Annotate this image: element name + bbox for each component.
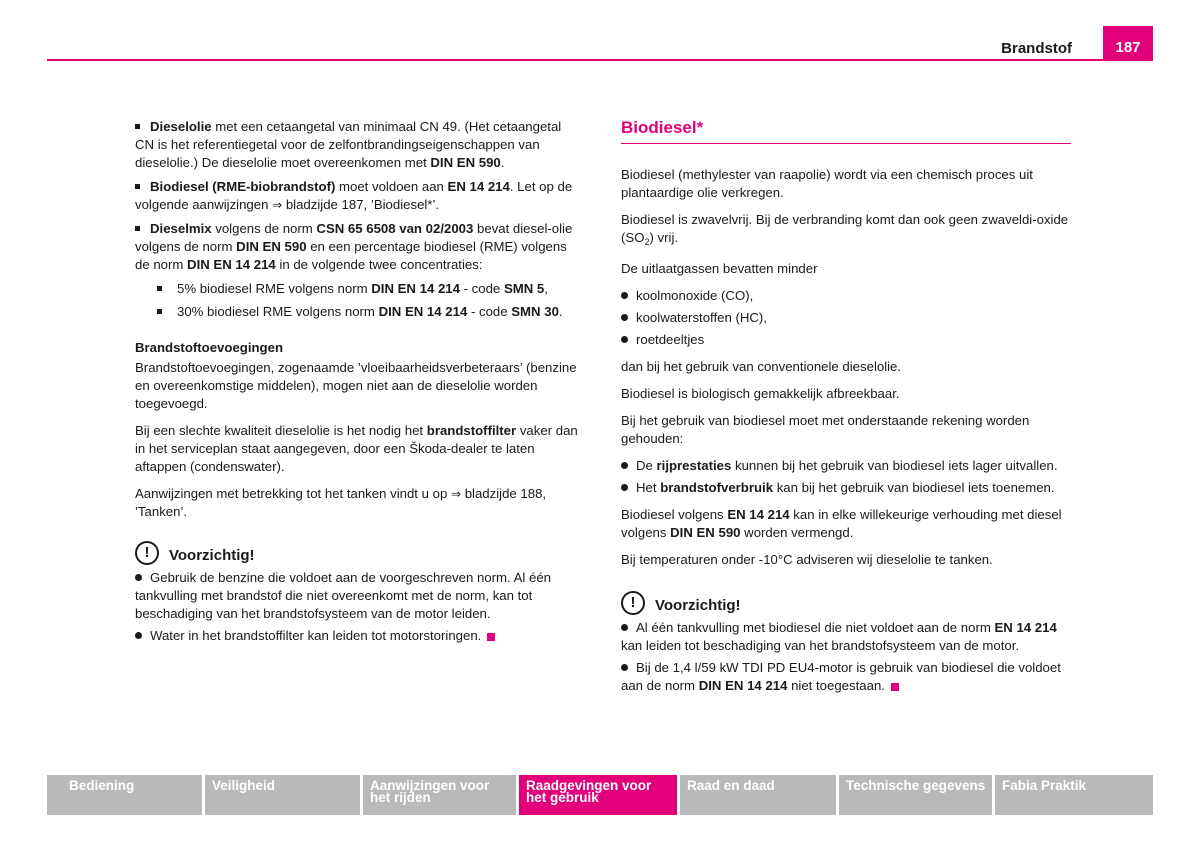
caution-icon: ! (621, 591, 645, 615)
tab-bediening[interactable] (47, 775, 202, 815)
bold-text: DIN EN 14 214 (378, 304, 468, 319)
text: in de volgende twee concentraties: (275, 257, 483, 272)
tab-label: Technische gegevens (846, 778, 986, 793)
right-column (621, 117, 1071, 699)
warning-item (135, 569, 583, 623)
list-item (621, 479, 1071, 497)
tab-label-line2: het rijden (370, 790, 431, 805)
list-item-dieselolie (135, 118, 583, 172)
text: . (558, 304, 563, 319)
footer-nav (47, 775, 1153, 815)
bold-text: rijprestaties (656, 458, 732, 473)
warning-item (621, 659, 1071, 695)
bold-text: SMN 5 (503, 281, 545, 296)
section-title-biodiesel: Biodiesel* (621, 117, 1071, 144)
text: met een cetaangetal van minimaal CN 49. (Het cetaangetal CN is het referentiegetal voor de zelfontbrandingseigenschappen van dieselolie.) De dieselolie moet overeenkomen met (135, 119, 562, 170)
text: kan leiden tot beschadiging van het brandstofsysteem van de motor. (621, 638, 1020, 653)
round-bullet-icon (621, 314, 628, 321)
tab-label: Raad en daad (687, 778, 775, 793)
paragraph: Bij temperaturen onder -10°C adviseren wij dieselolie te tanken. (621, 552, 993, 567)
bold-text: Biodiesel (RME-biobrandstof) (150, 179, 336, 194)
text: kan bij het gebruik van biodiesel iets toenemen. (773, 480, 1055, 495)
text: niet toegestaan. (787, 678, 885, 693)
text: Water in het brandstoffilter kan leiden tot motorstoringen. (150, 628, 482, 643)
bold-text: DIN EN 590 (236, 239, 307, 254)
square-bullet-icon (135, 226, 140, 231)
tab-label: Fabia Praktik (1002, 778, 1087, 793)
round-bullet-icon (135, 574, 142, 581)
bold-text: DIN EN 590 (430, 155, 501, 170)
tab-label: Aanwijzingen voor (370, 778, 490, 793)
paragraph: dan bij het gebruik van conventionele dieselolie. (621, 359, 902, 374)
caution-icon: ! (135, 541, 159, 565)
subscript: 2 (644, 237, 650, 247)
filter-paragraph (135, 422, 583, 476)
text: volgens de norm (211, 221, 317, 236)
bold-text: EN 14 214 (994, 620, 1057, 635)
text: bevat diesel-olie volgens de norm (135, 221, 573, 254)
text: vaker dan in het serviceplan staat aangegeven, door een Škoda-dealer te laten aftappen (condenswater). (135, 423, 578, 474)
paragraph (621, 211, 1071, 251)
bold-text: brandstofverbruik (660, 480, 774, 495)
list-item-biodiesel (135, 178, 583, 214)
bold-text: DIN EN 14 214 (187, 257, 276, 272)
tab-aanwijzingen-rijden[interactable] (363, 775, 516, 815)
warning-item (135, 627, 583, 645)
additives-heading: Brandstoftoevoegingen (135, 340, 283, 355)
text: kan in elke willekeurige verhouding met diesel volgens (621, 507, 1062, 540)
warning-item (621, 619, 1071, 655)
square-bullet-icon (135, 124, 140, 129)
text: Het (636, 480, 661, 495)
sub-list-item-smn5 (135, 280, 583, 298)
left-column (135, 118, 583, 649)
tab-label: Veiligheid (212, 778, 276, 793)
warning-header (135, 541, 583, 565)
tab-label: Bediening (69, 778, 135, 793)
arrow-right-icon: ⇒ (450, 487, 462, 501)
tab-technische-gegevens[interactable] (839, 775, 992, 815)
bold-text: CSN 65 6508 van 02/2003 (316, 221, 474, 236)
text: Gebruik de benzine die voldoet aan de voorgeschreven norm. Al één tankvulling met brandstof die niet overeenkomt met de norm, kan tot beschadiging van het brandstofsysteem van de motor leiden. (135, 570, 552, 621)
round-bullet-icon (621, 292, 628, 299)
tab-label: Raadgevingen voor (526, 778, 652, 793)
tanking-reference-paragraph (135, 485, 583, 521)
bold-text: EN 14 214 (447, 179, 510, 194)
additives-paragraph: Brandstoftoevoegingen, zogenaamde ’vloeibaarheidsverbeteraars’ (benzine en overeenkomstige middelen), mogen niet aan de dieselolie worden toegevoegd. (135, 360, 577, 411)
text: Biodiesel is zwavelvrij. Bij de verbranding komt dan ook geen zwaveldi-oxide (SO (621, 212, 1069, 245)
round-bullet-icon (621, 484, 628, 491)
paragraph: Bij het gebruik van biodiesel moet met onderstaande rekening worden gehouden: (621, 413, 1030, 446)
section-end-marker-icon (487, 633, 495, 641)
tab-fabia-praktik[interactable] (995, 775, 1153, 815)
square-bullet-icon (157, 286, 162, 291)
round-bullet-icon (135, 632, 142, 639)
bold-text: DIN EN 590 (670, 525, 741, 540)
bold-text: Dieselolie (150, 119, 212, 134)
list-item (621, 287, 1071, 305)
warning-header (621, 591, 1071, 615)
tab-raad-en-daad[interactable] (680, 775, 836, 815)
bold-text: DIN EN 14 214 (698, 678, 788, 693)
sub-list-item-smn30 (135, 303, 583, 321)
chapter-title: Brandstof (1001, 40, 1072, 57)
bold-text: DIN EN 14 214 (371, 281, 460, 296)
section-end-marker-icon (891, 683, 899, 691)
text: Aanwijzingen met betrekking tot het tanken vindt u op (135, 486, 451, 501)
bold-text: EN 14 214 (727, 507, 790, 522)
text: 5% biodiesel RME volgens norm (177, 281, 372, 296)
text: . Let op de volgende aanwijzingen (135, 179, 573, 212)
text: 30% biodiesel RME volgens norm (177, 304, 379, 319)
text: Bij een slechte kwaliteit dieselolie is het nodig het (135, 423, 427, 438)
text: kunnen bij het gebruik van biodiesel iets lager uitvallen. (731, 458, 1058, 473)
warning-title: Voorzichtig! (169, 547, 255, 564)
paragraph: De uitlaatgassen bevatten minder (621, 261, 818, 276)
page-number: 187 (1103, 26, 1153, 60)
round-bullet-icon (621, 462, 628, 469)
text: Al één tankvulling met biodiesel die niet voldoet aan de norm (636, 620, 995, 635)
paragraph: Biodiesel (methylester van raapolie) wordt via een chemisch proces uit plantaardige olie verkregen. (621, 167, 1033, 200)
round-bullet-icon (621, 336, 628, 343)
page-reference-link[interactable]: bladzijde 187, ’Biodiesel*’. (282, 197, 440, 212)
header-rule (47, 59, 1153, 61)
text: roetdeeltjes (636, 332, 705, 347)
square-bullet-icon (135, 184, 140, 189)
arrow-right-icon: ⇒ (272, 198, 283, 212)
text: - code (467, 304, 512, 319)
text: worden vermengd. (740, 525, 854, 540)
round-bullet-icon (621, 664, 628, 671)
tab-raadgevingen-gebruik[interactable] (519, 775, 677, 815)
warning-title: Voorzichtig! (655, 597, 741, 614)
text: moet voldoen aan (335, 179, 448, 194)
text: De (636, 458, 657, 473)
text: . (500, 155, 505, 170)
paragraph: Biodiesel is biologisch gemakkelijk afbreekbaar. (621, 386, 900, 401)
bold-text: Dieselmix (150, 221, 212, 236)
text: koolmonoxide (CO), (636, 288, 754, 303)
text: - code (459, 281, 504, 296)
tab-label-line2: het gebruik (526, 790, 599, 805)
list-item-dieselmix (135, 220, 583, 274)
list-item (621, 331, 1071, 349)
square-bullet-icon (157, 309, 162, 314)
list-item (621, 309, 1071, 327)
text: en een percentage biodiesel (RME) volgens de norm (135, 239, 567, 272)
text: , (544, 281, 548, 296)
list-item (621, 457, 1071, 475)
text: koolwaterstoffen (HC), (636, 310, 767, 325)
paragraph (621, 506, 1071, 542)
bold-text: SMN 30 (511, 304, 559, 319)
text: ) vrij. (649, 230, 679, 245)
tab-veiligheid[interactable] (205, 775, 360, 815)
round-bullet-icon (621, 624, 628, 631)
text: Bij de 1,4 l/59 kW TDI PD EU4-motor is gebruik van biodiesel die voldoet aan de norm (621, 660, 1061, 693)
bold-text: brandstoffilter (426, 423, 517, 438)
page-reference-link[interactable]: bladzijde 188, ’Tanken’. (135, 486, 547, 519)
text: Biodiesel volgens (621, 507, 728, 522)
